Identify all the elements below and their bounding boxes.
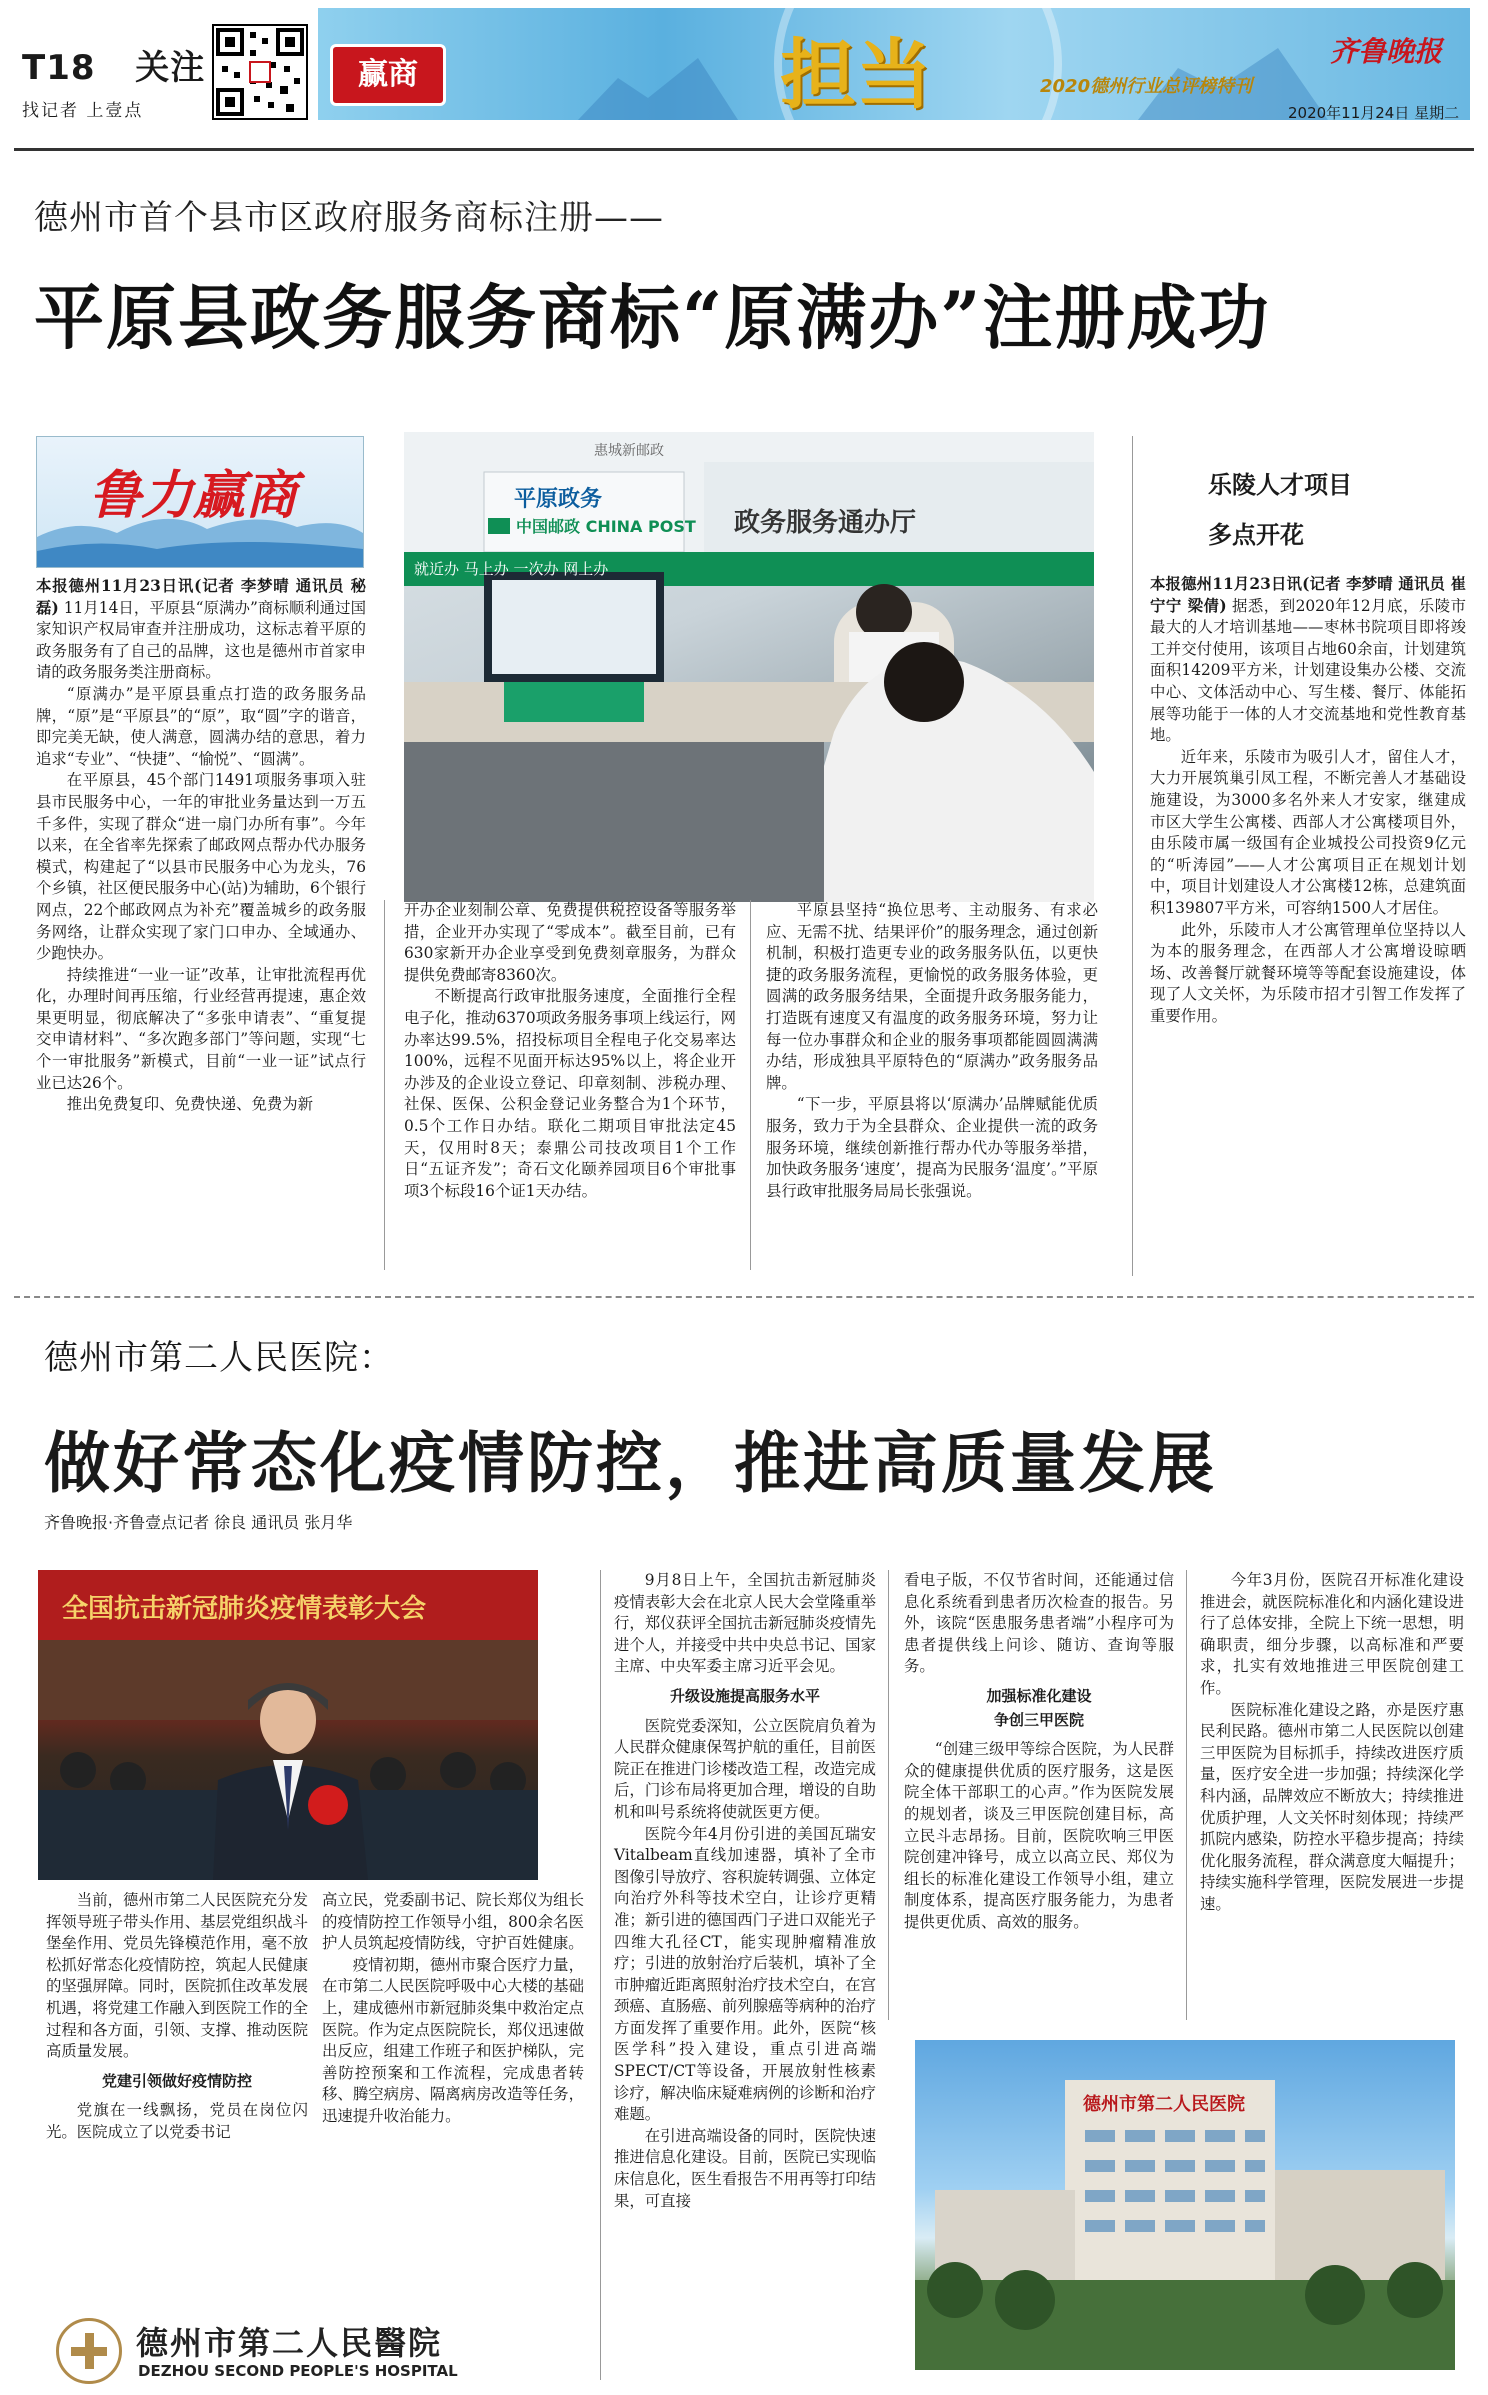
subheading: 升级设施提高服务水平 — [669, 1686, 820, 1705]
subheading: 党建引领做好疫情防控 — [101, 2071, 252, 2090]
subheading: 加强标准化建设 — [986, 1686, 1092, 1705]
paragraph: “下一步，平原县将以‘原满办’品牌赋能优质服务，致力于为全县群众、企业提供一流的政务服务环境，继续创新推行帮办代办等服务举措，加快政务服务‘速度’，提高为民服务‘温度’。”平原县行政审批服务局局长张强说。 — [766, 1095, 1098, 1200]
article2-headline: 做好常态化疫情防控，推进高质量发展 — [44, 1424, 1217, 1502]
section-divider — [14, 1296, 1474, 1298]
paragraph: 疫情初期，德州市聚合医疗力量，在市第二人民医院呼吸中心大楼的基础上，建成德州市新冠肺炎集中救治定点医院。作为定点医院院长，郑仪迅速做出反应，组建工作班子和医护梯队，完善防控预案和工作流程，完成患者转移、腾空病房、隔离病房改造等任务，迅速提升收治能力。 — [322, 1955, 584, 2125]
sign-pingyuan: 平原政务 — [514, 487, 603, 512]
paragraph: 9月8日上午，全国抗击新冠肺炎疫情表彰大会在北京人民大会堂隆重举行，郑仪获评全国抗击新冠肺炎疫情先进个人，并接受中共中央总书记、国家主席、中央军委主席习近平会见。 — [614, 1571, 876, 1676]
paragraph: 推出免费复印、免费快递、免费为新 — [66, 1095, 314, 1114]
section-tag: 赢商 — [330, 44, 446, 106]
hospital-logo — [56, 2318, 616, 2386]
paragraph: “创建三级甲等综合医院，为人民群众的健康提供优质的医疗服务，这是医院全体干部职工的心声。”作为医院发展的规划者，谈及三甲医院创建目标，高立民斗志昂扬。目前，医院吹响三甲医院创建冲锋号，成立以高立民、郑仪为组长的标准化建设工作领导小组，建立制度体系，提高医疗服务能力，为患者提供更优质、高效的服务。 — [904, 1740, 1174, 1931]
sidebar-byline: 本报德州11月23日讯(记者 李梦晴 通讯员 崔宁宁 梁倩) — [1150, 575, 1466, 615]
hospital-name-cn: 德州市第二人民醫院 — [136, 2324, 443, 2362]
paragraph: 医院今年4月份引进的美国瓦瑞安Vitalbeam直线加速器，填补了全市图像引导放疗、容积旋转调强、立体定向治疗外科等技术空白，让诊疗更精准；新引进的德国西门子进口双能光子四维大孔径CT，能实现肿瘤精准放疗；引进的放射治疗后装机，填补了全市肿瘤近距离照射治疗技术空白，在宫颈癌、直肠癌、前列腺癌等病种的治疗方面发挥了重要作用。此外，医院“核医学科”投入建设，重点引进高端SPECT/CT等设备，开展放射性核素诊疗，解决临床疑难病例的诊断和治疗难题。 — [614, 1824, 876, 2124]
sign-china-post: 中国邮政 CHINA POST — [516, 517, 696, 536]
paragraph: 此外，乐陵市人才公寓管理单位坚持以人为本的服务理念，在西部人才公寓增设晾晒场、改善餐厅就餐环境等等配套设施建设，体现了人文关怀，为乐陵市招才引智工作发挥了重要作用。 — [1150, 920, 1466, 1025]
hospital-building-photo — [915, 2040, 1455, 2370]
paragraph: 在引进高端设备的同时，医院快速推进信息化建设。目前，医院已实现临床信息化，医生看报告不用再等打印结果，可直接 — [614, 2126, 876, 2210]
paragraph: “原满办”是平原县重点打造的政务服务品牌，“原”是“平原县”的“原”，取“圆”字的谐音，即完美无缺，使人满意，圆满办结的意思，着力追求“专业”、“快捷”、“愉悦”、“圆满”。 — [36, 684, 366, 768]
sidebar-title-line: 乐陵人才项目 — [1208, 471, 1352, 499]
column-rule — [750, 900, 751, 1270]
sign-service-hall: 政务服务通办厅 — [734, 508, 917, 538]
page-number: T18 — [22, 48, 96, 88]
paragraph: 开办企业刻制公章、免费提供税控设备等服务举措，企业开办实现了“零成本”。截至目前，已有630家新开办企业享受到免费刻章服务，为群众提供免费邮寄8360次。 — [404, 901, 736, 984]
logo-text: 鲁力赢商 — [89, 465, 298, 526]
paragraph: 今年3月份，医院召开标准化建设推进会，就医院标准化和内涵化建设进行了总体安排，全院上下统一思想，明确职责，细分步骤，以高标准和严要求，扎实有效地推进三甲医院创建工作。 — [1200, 1571, 1464, 1697]
article2-column-b — [322, 1890, 584, 2128]
photo-banner-text: 全国抗击新冠肺炎疫情表彰大会 — [62, 1594, 427, 1624]
paragraph: 看电子版，不仅节省时间，还能通过信息化系统看到患者历次检查的报告。另外，该院“医患服务患者端”小程序可为患者提供线上问诊、随访、查询等服务。 — [904, 1571, 1174, 1676]
paragraph: 近年来，乐陵市为吸引人才，留住人才，大力开展筑巢引凤工程，不断完善人才基础设施建设，为3000多名外来人才安家，继建成市区大学生公寓楼、西部人才公寓楼项目外，由乐陵市属一级国有企业城投公司投资9亿元的“听涛园”——人才公寓项目正在规划计划中，项目计划建设人才公寓楼12栋，总建筑面积139807平方米，可容纳1500人才居住。 — [1150, 747, 1466, 917]
banner-subtitle: 2020德州行业总评榜特刊 — [1040, 76, 1253, 97]
paragraph: 医院标准化建设之路，亦是医疗惠民利民路。德州市第二人民医院以创建三甲医院为目标抓手，持续改进医疗质量，医疗安全进一步加强；持续深化学科内涵，品牌效应不断放大；持续推进优质护理，人文关怀时刻体现；持续严抓院内感染，防控水平稳步提高；持续优化服务流程，群众满意度大幅提升；持续实施科学管理，医院发展进一步提速。 — [1200, 1700, 1464, 1913]
article2-kicker: 德州市第二人民医院： — [44, 1338, 394, 1378]
paragraph: 高立民，党委副书记、院长郑仪为组长的疫情防控工作领导小组，800余名医护人员筑起疫情防线，守护百姓健康。 — [322, 1891, 584, 1953]
china-post-icon — [488, 518, 510, 534]
article1-column-3 — [766, 900, 1098, 1202]
paragraph: 党旗在一线飘扬，党员在岗位闪光。医院成立了以党委书记 — [46, 2101, 308, 2141]
banner-title: 担当 — [780, 30, 932, 119]
section-name: 关注 — [135, 48, 206, 88]
subheading: 争创三甲医院 — [993, 1710, 1084, 1729]
sidebar-rule — [1132, 436, 1133, 1276]
column-rule — [600, 1570, 601, 2380]
article2-byline: 齐鲁晚报·齐鲁壹点记者 徐良 通讯员 张月华 — [44, 1513, 353, 1532]
qr-code-icon[interactable] — [212, 24, 308, 120]
paragraph: 当前，德州市第二人民医院充分发挥领导班子带头作用、基层党组织战斗堡垒作用、党员先锋模范作用，毫不放松抓好常态化疫情防控，筑起人民健康的坚强屏障。同时，医院抓住改革发展机遇，将党建工作融入到医院工作的全过程和各方面，引领、支撑、推动医院高质量发展。 — [46, 1891, 308, 2061]
column-rule — [1186, 1570, 1187, 2020]
paragraph: 持续推进“一业一证”改革，让审批流程再优化，办理时间再压缩，行业经营再提速，惠企效果更明显，彻底解决了“多张申请表”、“重复提交申请材料”、“多次跑多部门”等问题，实现“七个一审批服务”新模式，目前“一业一证”试点行业已达26个。 — [36, 965, 366, 1092]
article2-column-c — [614, 1570, 876, 2212]
paragraph: 平原县坚持“换位思考、主动服务、有求必应、无需不扰、结果评价”的服务理念，通过创新机制，积极打造更专业的政务服务队伍，以更快捷的政务服务流程，更愉悦的政务服务体验，更圆满的政务服务结果，全面提升政务服务能力，打造既有速度又有温度的政务服务环境，努力让每一位办事群众和企业的服务事项都能圆圆满满办结，形成独具平原特色的“原满办”政务服务品牌。 — [766, 901, 1098, 1092]
header-divider — [14, 148, 1474, 151]
building-sign: 德州市第二人民医院 — [1083, 2094, 1245, 2115]
article1-byline: 本报德州11月23日讯(记者 李梦晴 通讯员 秘磊) — [36, 577, 366, 617]
sign-post: 惠城新邮政 — [594, 443, 664, 459]
issue-date: 2020年11月24日 星期二 — [1288, 104, 1460, 122]
article1-lead: 11月14日，平原县“原满办”商标顺利通过国家知识产权局审查并注册成功，这标志着平原的政务服务有了自己的品牌，这也是德州市首家申请的政务服务类注册商标。 — [36, 598, 366, 682]
article1-headline: 平原县政务服务商标“原满办”注册成功 — [34, 276, 1271, 359]
column-rule — [888, 1570, 889, 2020]
column-rule — [384, 900, 385, 1270]
hospital-emblem-icon — [56, 2318, 122, 2384]
paragraph: 不断提高行政审批服务速度，全面推行全程电子化，推动6370项政务服务事项上线运行，网办率达99.5%，招投标项目全程电子化交易率达100%，远程不见面开标达95%以上，将企业开办涉及的企业设立登记、印章刻制、涉税办理、社保、医保、公积金登记业务整合为1个环节，0.5个工作日办结。联化二期项目审批法定45天，仅用时8天；泰鼎公司技改项目1个工作日“五证齐发”；奇石文化颐养园项目6个审批事项3个标段16个证1天办结。 — [404, 987, 736, 1200]
paragraph: 在平原县，45个部门1491项服务事项入驻县市民服务中心，一年的审批业务量达到一万五千多件，实现了群众“进一扇门办所有事”。今年以来，在全省率先探索了邮政网点帮办代办服务模式，构建起了“以县市民服务中心为龙头，76个乡镇，社区便民服务中心(站)为辅助，6个银行网点，22个邮政网点为补充”覆盖城乡的政务服务网络，让群众实现了家门口申办、全域通办、少跑快办。 — [36, 771, 366, 963]
paragraph: 医院党委深知，公立医院肩负着为人民群众健康保驾护航的重任，目前医院正在推进门诊楼改造工程，改造完成后，门诊布局将更加合理，增设的自助机和叫号系统将使就医更方便。 — [614, 1716, 876, 1821]
sidebar-column — [1150, 574, 1466, 1027]
reporter-line: 找记者 上壹点 — [22, 101, 144, 121]
sidebar-title — [1208, 460, 1352, 560]
page-label — [22, 40, 205, 89]
sidebar-title-line: 多点开花 — [1208, 521, 1304, 549]
article2-column-d — [904, 1570, 1174, 1934]
article2-column-a — [46, 1890, 308, 2144]
sidebar-lead: 据悉，到2020年12月底，乐陵市最大的人才培训基地——枣林书院项目即将竣工并交付使用，该项目占地60余亩，计划建筑面积14209平方米，计划建设集办公楼、交流中心、文体活动中心、写生楼、餐厅、体能拓展等功能于一体的人才交流基地和党性教育基地。 — [1150, 596, 1466, 745]
award-ceremony-photo — [38, 1570, 538, 1880]
article1-kicker: 德州市首个县市区政府服务商标注册—— — [34, 198, 664, 238]
article2-column-e — [1200, 1570, 1464, 1916]
lu-li-ying-shang-logo — [36, 436, 364, 568]
sign-slogan: 就近办 马上办 一次办 网上办 — [414, 560, 609, 578]
newspaper-logo: 齐鲁晚报 — [1330, 35, 1443, 68]
hospital-name-en: DEZHOU SECOND PEOPLE'S HOSPITAL — [138, 2362, 458, 2380]
article1-column-2 — [404, 900, 736, 1202]
article1-column-1 — [36, 576, 366, 1116]
service-hall-photo — [404, 432, 1094, 902]
